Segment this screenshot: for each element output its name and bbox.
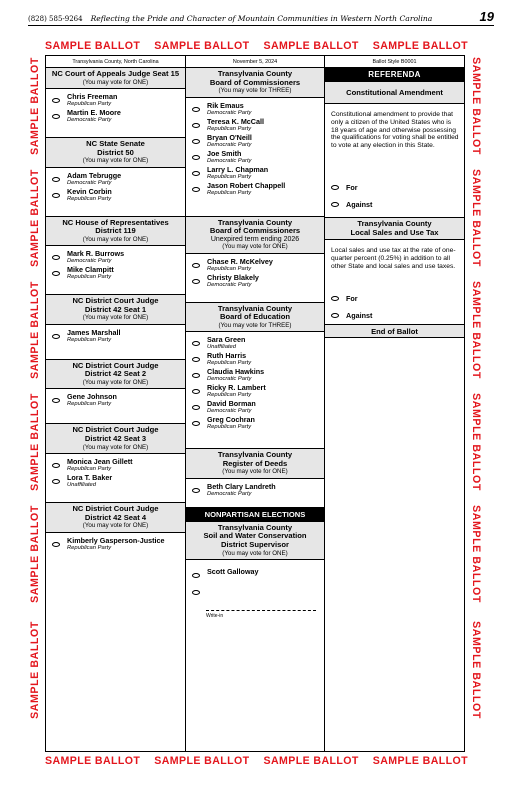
vote-instruction: (You may vote for ONE) <box>82 235 149 243</box>
candidate-name: Ricky R. Lambert <box>207 383 266 393</box>
vote-oval[interactable] <box>192 123 200 128</box>
candidate-option[interactable] <box>186 384 324 400</box>
vote-oval[interactable] <box>52 255 60 260</box>
contest-title: Transylvania County <box>217 69 293 78</box>
candidate-option[interactable] <box>186 368 324 384</box>
vote-oval[interactable] <box>192 139 200 144</box>
candidate-name: Gene Johnson <box>67 392 117 402</box>
ballot-form <box>45 55 465 752</box>
contest-subtitle: District 42 Seat 3 <box>84 433 147 443</box>
contest-subtitle: Board of Commissioners <box>209 77 301 87</box>
election-date: November 5, 2024 <box>186 56 324 68</box>
vote-oval[interactable] <box>192 405 200 410</box>
contest-header-commissioners <box>186 68 324 98</box>
candidate-name: Chase R. McKelvey <box>207 256 273 266</box>
vote-instruction: (You may vote for THREE) <box>218 87 292 95</box>
ballot-column-1 <box>46 56 186 751</box>
nonpartisan-section-header: NONPARTISAN ELECTIONS <box>186 507 324 521</box>
watermark: SAMPLE BALLOT <box>29 621 41 719</box>
candidate-name: Christy Blakely <box>207 272 259 282</box>
ballot-column-2 <box>186 56 325 751</box>
referenda-header: REFERENDA <box>325 68 464 82</box>
candidate-name: Martin E. Moore <box>67 108 121 117</box>
choice-label: For <box>346 183 358 192</box>
contest-title: NC District Court Judge <box>72 360 159 370</box>
contest-header-district-court-4 <box>46 502 185 533</box>
contest-title: NC State Senate <box>86 139 145 148</box>
candidate-option[interactable] <box>186 352 324 368</box>
candidate-option[interactable] <box>46 93 185 109</box>
ballot-column-3 <box>325 56 464 751</box>
candidate-name: Sara Green <box>207 335 246 345</box>
candidate-option[interactable] <box>186 400 324 416</box>
choice-label: Against <box>346 200 373 209</box>
candidate-party: Unaffiliated <box>207 344 237 351</box>
contest-header-register-of-deeds <box>186 448 324 479</box>
candidate-name: Claudia Hawkins <box>207 367 265 377</box>
contest-header-district-court-3 <box>46 423 185 454</box>
candidate-name: Bryan O'Neill <box>207 132 252 142</box>
candidate-name: Greg Cochran <box>207 415 255 425</box>
contest-title: Transylvania County <box>217 522 293 532</box>
vote-oval[interactable] <box>52 463 60 468</box>
candidate-party: Republican Party <box>207 173 252 180</box>
candidate-option[interactable] <box>46 393 185 409</box>
watermark: SAMPLE BALLOT <box>372 755 468 767</box>
candidate-option[interactable] <box>186 258 324 274</box>
watermark: SAMPLE BALLOT <box>372 40 468 52</box>
contest-title: NC District Court Judge <box>72 296 159 306</box>
contest-header-soil-water <box>186 521 324 560</box>
contest-header-appeals <box>46 68 185 89</box>
vote-oval[interactable] <box>192 389 200 394</box>
choice-label: Against <box>346 311 373 321</box>
choice-label: For <box>346 294 358 304</box>
contest-subtitle: District 42 Seat 4 <box>84 512 147 522</box>
vote-oval[interactable] <box>192 421 200 426</box>
vote-instruction: (You may vote for ONE) <box>222 243 288 251</box>
contest-header-district-court-2 <box>46 359 185 390</box>
watermark-column-right <box>467 58 485 748</box>
amendment-against-option[interactable] <box>325 196 464 213</box>
contest-subtitle: Board of Commissioners <box>209 226 301 236</box>
page-number: 19 <box>479 9 494 24</box>
contest-term: Unexpired term ending 2026 <box>210 235 300 243</box>
candidate-name: Monica Jean Gillett <box>67 456 133 466</box>
amendment-for-option[interactable] <box>325 179 464 196</box>
vote-oval[interactable] <box>192 488 200 493</box>
candidate-party: Republican Party <box>67 101 112 107</box>
watermark: SAMPLE BALLOT <box>45 40 141 52</box>
contest-title: Transylvania County <box>217 303 293 313</box>
candidate-party: Republican Party <box>207 265 252 272</box>
vote-oval[interactable] <box>192 263 200 268</box>
vote-oval[interactable] <box>192 357 200 362</box>
candidate-option[interactable] <box>46 188 185 204</box>
candidate-party: Republican Party <box>67 195 112 202</box>
candidate-name: Kimberly Gasperson-Justice <box>67 535 165 545</box>
sales-tax-for-option[interactable] <box>325 290 464 307</box>
candidate-name: James Marshall <box>67 327 121 337</box>
watermark: SAMPLE BALLOT <box>470 393 482 491</box>
candidate-option[interactable] <box>46 537 185 553</box>
candidate-name: Beth Clary Landreth <box>207 481 276 491</box>
candidate-option[interactable] <box>46 109 185 125</box>
vote-instruction: (You may vote for ONE) <box>82 378 149 386</box>
candidate-name: Adam Tebrugge <box>67 170 122 180</box>
contest-title: Transylvania County <box>357 219 432 228</box>
candidate-option[interactable] <box>46 329 185 345</box>
vote-oval[interactable] <box>52 177 60 182</box>
watermark: SAMPLE BALLOT <box>29 393 41 491</box>
candidate-name: Teresa K. McCall <box>207 116 264 126</box>
vote-oval[interactable] <box>192 155 200 160</box>
candidate-party: Democratic Party <box>207 376 252 383</box>
contest-header-sales-tax <box>325 217 464 240</box>
sales-tax-text: Local sales and use tax at the rate of one-quarter percent (0.25%) in addition to all other State and local sales and use taxes. <box>331 247 456 270</box>
candidate-name: Ruth Harris <box>207 351 247 361</box>
watermark: SAMPLE BALLOT <box>470 621 482 719</box>
contest-subtitle: District 42 Seat 1 <box>84 304 147 314</box>
watermark-row-top <box>45 40 468 52</box>
header-phone: (828) 585-9264 <box>28 15 83 23</box>
vote-oval[interactable] <box>192 373 200 378</box>
contest-title: NC District Court Judge <box>72 425 159 435</box>
candidate-party: Democratic Party <box>67 258 112 265</box>
amendment-text: Constitutional amendment to provide that only a citizen of the United States who is 18 years of age and otherwise possessing the qualifications for voting shall be entitled to vote at any election in this State. <box>331 111 459 150</box>
contest-title: Transylvania County <box>217 450 293 460</box>
vote-instruction: (You may vote for ONE) <box>222 468 288 476</box>
candidate-name: Mike Clampitt <box>67 265 114 275</box>
write-in-line[interactable] <box>206 610 316 611</box>
contest-subtitle: Soil and Water Conservation <box>203 531 307 541</box>
candidate-option[interactable] <box>186 134 324 150</box>
watermark: SAMPLE BALLOT <box>154 40 250 52</box>
contest-header-house <box>46 216 185 247</box>
candidate-option[interactable] <box>186 118 324 134</box>
vote-instruction: (You may vote for ONE) <box>82 522 149 530</box>
contest-header-senate <box>46 137 185 168</box>
candidate-party: Republican Party <box>67 274 112 281</box>
watermark: SAMPLE BALLOT <box>29 505 41 603</box>
contest-header-education <box>186 302 324 333</box>
vote-oval[interactable] <box>331 185 339 190</box>
watermark: SAMPLE BALLOT <box>29 169 41 267</box>
watermark: SAMPLE BALLOT <box>29 57 41 155</box>
vote-oval[interactable] <box>192 187 200 192</box>
vote-oval[interactable] <box>192 171 200 176</box>
candidate-name: Scott Galloway <box>207 566 259 576</box>
ballot-style: Ballot Style B0001 <box>325 56 464 68</box>
candidate-party: Democratic Party <box>207 157 252 164</box>
candidate-name: Rik Emaus <box>207 100 244 110</box>
contest-subtitle: District 50 <box>97 147 134 157</box>
vote-oval[interactable] <box>192 590 200 595</box>
vote-oval[interactable] <box>192 107 200 112</box>
vote-instruction: (You may vote for THREE) <box>218 321 292 329</box>
vote-oval[interactable] <box>192 341 200 346</box>
watermark-column-left <box>26 58 44 748</box>
vote-instruction: (You may vote for ONE) <box>82 157 149 165</box>
end-of-ballot: End of Ballot <box>325 324 464 338</box>
watermark: SAMPLE BALLOT <box>45 755 141 767</box>
candidate-name: Joe Smith <box>207 148 242 158</box>
candidate-option[interactable] <box>186 483 324 499</box>
contest-title: NC Court of Appeals Judge Seat 15 <box>51 69 180 78</box>
vote-oval[interactable] <box>52 398 60 403</box>
vote-oval[interactable] <box>52 479 60 484</box>
candidate-option[interactable] <box>186 568 324 586</box>
watermark: SAMPLE BALLOT <box>470 281 482 379</box>
page-header <box>28 6 494 26</box>
sales-tax-against-option[interactable] <box>325 307 464 324</box>
candidate-party: Democratic Party <box>207 408 252 415</box>
candidate-party: Republican Party <box>207 392 252 399</box>
candidate-party: Democratic Party <box>67 179 112 186</box>
candidate-party: Democratic Party <box>207 490 252 497</box>
write-in-option[interactable] <box>186 586 324 626</box>
watermark: SAMPLE BALLOT <box>29 281 41 379</box>
candidate-party: Republican Party <box>67 336 112 343</box>
candidate-party: Republican Party <box>207 424 252 431</box>
watermark: SAMPLE BALLOT <box>470 57 482 155</box>
vote-oval[interactable] <box>52 114 60 119</box>
contest-title: NC House of Representatives <box>62 217 169 227</box>
candidate-name: Mark R. Burrows <box>67 249 125 259</box>
county-label: Transylvania County, North Carolina <box>46 56 185 68</box>
candidate-option[interactable] <box>186 102 324 118</box>
vote-oval[interactable] <box>52 334 60 339</box>
candidate-option[interactable] <box>186 166 324 182</box>
candidate-party: Republican Party <box>207 360 252 367</box>
candidate-party: Republican Party <box>67 544 112 551</box>
vote-oval[interactable] <box>331 313 339 318</box>
contest-subtitle: Register of Deeds <box>222 458 288 468</box>
watermark: SAMPLE BALLOT <box>470 169 482 267</box>
vote-oval[interactable] <box>331 202 339 207</box>
vote-instruction: (You may vote for ONE) <box>82 443 149 451</box>
candidate-name: Jason Robert Chappell <box>207 180 286 190</box>
vote-instruction: (You may vote for ONE) <box>82 78 149 86</box>
contest-header-amendment: Constitutional Amendment <box>325 82 464 104</box>
watermark: SAMPLE BALLOT <box>470 505 482 603</box>
candidate-option[interactable] <box>46 474 185 490</box>
candidate-option[interactable] <box>186 150 324 166</box>
watermark: SAMPLE BALLOT <box>263 40 359 52</box>
candidate-party: Republican Party <box>67 401 112 408</box>
candidate-option[interactable] <box>46 458 185 474</box>
vote-oval[interactable] <box>331 296 339 301</box>
candidate-option[interactable] <box>46 266 185 282</box>
contest-subtitle: District 119 <box>95 226 136 236</box>
candidate-option[interactable] <box>186 416 324 432</box>
watermark: SAMPLE BALLOT <box>154 755 250 767</box>
contest-subtitle: Local Sales and Use Tax <box>350 227 439 237</box>
vote-oval[interactable] <box>192 279 200 284</box>
candidate-name: David Borman <box>207 399 256 409</box>
contest-subtitle-2: District Supervisor <box>221 539 289 549</box>
candidate-name: Lora T. Baker <box>67 472 113 482</box>
candidate-name: Larry L. Chapman <box>207 164 269 174</box>
candidate-party: Republican Party <box>67 465 112 472</box>
candidate-party: Democratic Party <box>207 141 252 148</box>
candidate-party: Democratic Party <box>207 281 252 288</box>
candidate-name: Chris Freeman <box>67 92 118 101</box>
vote-oval[interactable] <box>52 98 60 103</box>
watermark-row-bottom <box>45 755 468 767</box>
vote-instruction: (You may vote for ONE) <box>82 314 149 322</box>
candidate-option[interactable] <box>186 274 324 290</box>
candidate-party: Democratic Party <box>207 109 252 116</box>
write-in-label: Write-in <box>206 612 224 619</box>
candidate-party: Democratic Party <box>67 117 112 123</box>
candidate-option[interactable] <box>46 250 185 266</box>
candidate-option[interactable] <box>186 336 324 352</box>
contest-header-district-court-1 <box>46 294 185 325</box>
candidate-party: Unaffiliated <box>67 481 97 488</box>
vote-oval[interactable] <box>192 573 200 578</box>
contest-header-unexpired-commissioner <box>186 216 324 254</box>
watermark: SAMPLE BALLOT <box>263 755 359 767</box>
candidate-name: Kevin Corbin <box>67 186 112 196</box>
candidate-option[interactable] <box>186 182 324 198</box>
candidate-party: Republican Party <box>207 189 252 196</box>
vote-instruction: (You may vote for ONE) <box>222 549 288 557</box>
candidate-party: Republican Party <box>207 125 252 132</box>
vote-oval[interactable] <box>52 271 60 276</box>
contest-subtitle: District 42 Seat 2 <box>84 369 147 379</box>
vote-oval[interactable] <box>52 193 60 198</box>
vote-oval[interactable] <box>52 542 60 547</box>
contest-subtitle: Board of Education <box>219 312 291 322</box>
candidate-option[interactable] <box>46 172 185 188</box>
contest-title: NC District Court Judge <box>72 503 159 513</box>
contest-title: Transylvania County <box>217 217 293 227</box>
header-tagline: Reflecting the Pride and Character of Mountain Communities in Western North Carolina <box>90 14 433 23</box>
